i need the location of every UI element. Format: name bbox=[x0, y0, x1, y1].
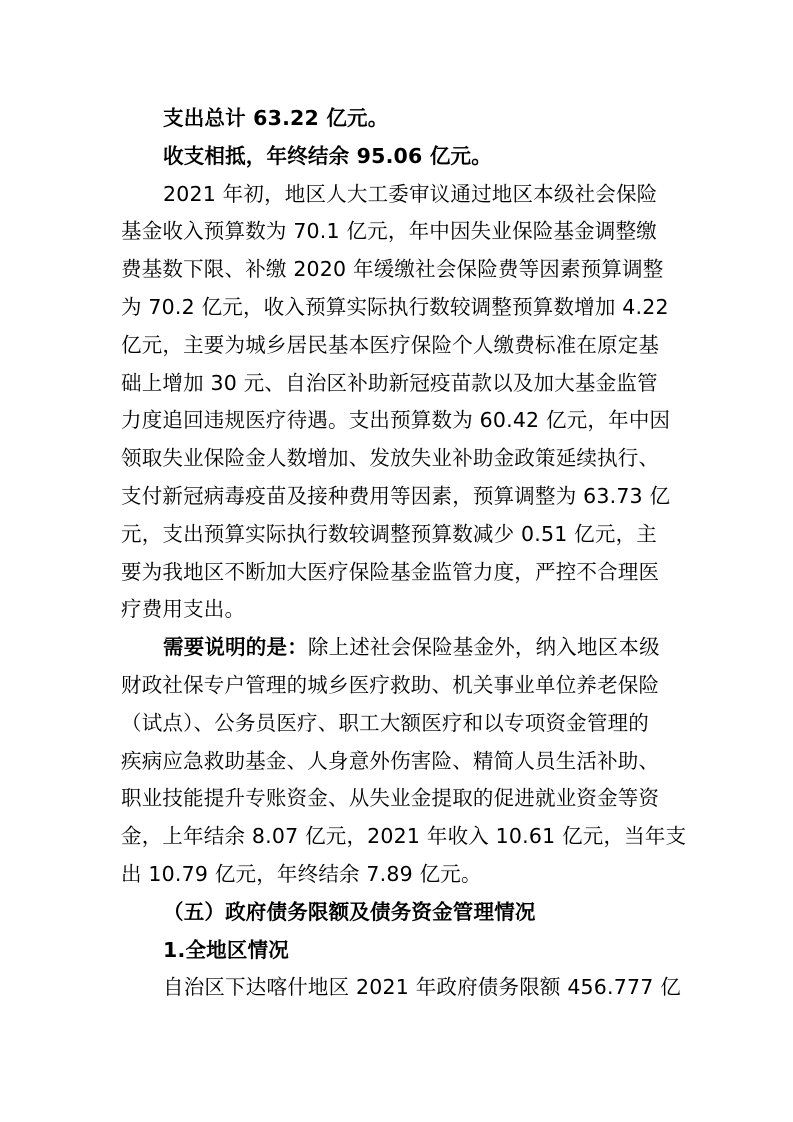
paragraph-line: 金，上年结余 8.07 亿元，2021 年收入 10.61 亿元，当年支 bbox=[121, 824, 687, 849]
paragraph-line: 自治区下达喀什地区 2021 年政府债务限额 456.777 亿 bbox=[163, 975, 681, 1000]
paragraph-line: 疾病应急救助基金、人身意外伤害险、精简人员生活补助、 bbox=[121, 748, 660, 773]
note-lead: 需要说明的是： bbox=[163, 635, 308, 660]
document-body bbox=[121, 100, 687, 1007]
paragraph-line: 础上增加 30 元、自治区补助新冠疫苗款以及加大基金监管 bbox=[121, 370, 658, 395]
paragraph-line: 出 10.79 亿元，年终结余 7.89 亿元。 bbox=[121, 861, 482, 886]
paragraph-line: 费基数下限、补缴 2020 年缓缴社会保险费等因素预算调整 bbox=[121, 257, 664, 282]
paragraph-line: 财政社保专户管理的城乡医疗救助、机关事业单位养老保险 bbox=[121, 672, 660, 697]
note-text: 除上述社会保险基金外，纳入地区本级 bbox=[307, 635, 660, 660]
paragraph-note-line bbox=[121, 629, 681, 667]
paragraph-balance: 收支相抵，年终结余 95.06 亿元。 bbox=[163, 143, 492, 168]
paragraph-line: （试点）、公务员医疗、职工大额医疗和以专项资金管理的 bbox=[121, 710, 649, 735]
paragraph-line: 要为我地区不断加大医疗保险基金监管力度，严控不合理医 bbox=[121, 559, 660, 584]
paragraph-line: 2021 年初，地区人大工委审议通过地区本级社会保险 bbox=[163, 181, 658, 206]
paragraph-line: 职业技能提升专账资金、从失业金提取的促进就业资金等资 bbox=[121, 786, 660, 811]
paragraph-line: 元，支出预算实际执行数较调整预算数减少 0.51 亿元，主 bbox=[121, 521, 657, 546]
paragraph-line: 为 70.2 亿元，收入预算实际执行数较调整预算数增加 4.22 bbox=[121, 294, 669, 319]
paragraph-line: 疗费用支出。 bbox=[121, 597, 246, 622]
paragraph-line: 基金收入预算数为 70.1 亿元，年中因失业保险基金调整缴 bbox=[121, 219, 657, 244]
paragraph-line: 支付新冠病毒疫苗及接种费用等因素，预算调整为 63.73 亿 bbox=[121, 483, 671, 508]
paragraph-expenditure-total: 支出总计 63.22 亿元。 bbox=[163, 106, 389, 130]
paragraph-line: 力度追回违规医疗待遇。支出预算数为 60.42 亿元，年中因 bbox=[121, 408, 671, 433]
section-heading: （五）政府债务限额及债务资金管理情况 bbox=[163, 899, 536, 924]
paragraph-line: 亿元，主要为城乡居民基本医疗保险个人缴费标准在原定基 bbox=[121, 332, 660, 357]
paragraph-line: 领取失业保险金人数增加、发放失业补助金政策延续执行、 bbox=[121, 446, 660, 471]
subsection-heading: 1.全地区情况 bbox=[163, 937, 289, 962]
